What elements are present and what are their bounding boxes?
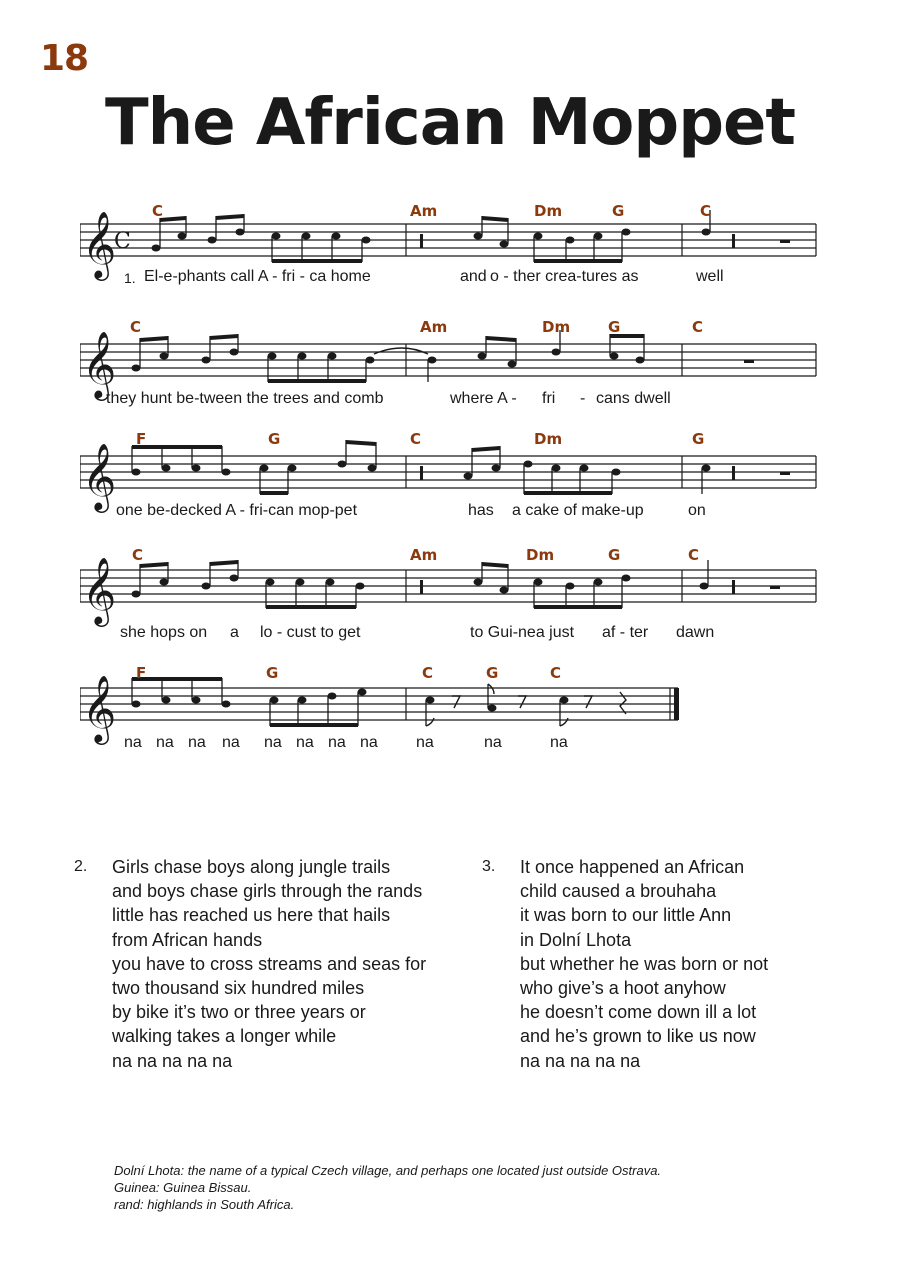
treble-clef: 𝄞 — [82, 330, 117, 398]
verse-line: and boys chase girls through the rands — [112, 881, 423, 902]
verse-3 — [482, 855, 822, 1085]
lyric-syllable: has — [468, 502, 494, 519]
lyric-syllable: lo - cust to get — [260, 624, 361, 641]
verse-lines — [112, 855, 426, 1073]
staff-system-4 — [80, 542, 820, 662]
verse-lines — [520, 855, 768, 1073]
lyric-syllable: na — [328, 734, 346, 751]
lyric-syllable: fri — [542, 390, 556, 407]
verse-line: he doesn’t come down ill a lot — [520, 1002, 757, 1023]
verse-line: and he’s grown to like us now — [520, 1026, 756, 1047]
lyric-syllable: a cake of make-up — [512, 502, 644, 519]
chord-symbol: Am — [420, 318, 448, 336]
page-number: 18 — [40, 38, 89, 79]
lyric-syllable: - — [580, 390, 586, 407]
verse-number: 3. — [482, 858, 496, 875]
lyric-syllable: na — [124, 734, 142, 751]
chord-symbol: G — [612, 202, 625, 220]
chord-symbol: F — [136, 664, 147, 682]
chord-symbol: G — [608, 318, 621, 336]
lyric-syllable: El-e-phants call A - fri - ca home — [144, 268, 371, 285]
lyric-syllable: na — [360, 734, 378, 751]
lyric-syllable: a — [230, 624, 239, 641]
lyric-syllable: on — [688, 502, 706, 519]
verse-line: you have to cross streams and seas for — [112, 953, 427, 974]
lyric-syllable: well — [696, 268, 724, 285]
chord-symbol: C — [422, 664, 434, 682]
staff-system-5 — [80, 660, 820, 780]
chord-symbol: Dm — [542, 318, 571, 336]
staff-notation-2 — [80, 316, 820, 426]
lyric-syllable: she hops on — [120, 624, 208, 641]
lyric-syllable: na — [156, 734, 174, 751]
chord-symbol: F — [136, 430, 147, 448]
lyric-syllable: na — [264, 734, 282, 751]
verse-line: in Dolní Lhota — [520, 929, 632, 950]
footnote: Guinea: Guinea Bissau. — [114, 1180, 252, 1195]
verse-line: It once happened an African — [520, 857, 745, 877]
staff-system-3 — [80, 428, 820, 548]
verse-number: 2. — [74, 858, 88, 875]
lyric-syllable: o - ther crea-tures as — [490, 268, 639, 285]
staff-notation-5 — [80, 660, 820, 770]
verse-line: walking takes a longer while — [112, 1026, 337, 1047]
verse-line: na na na na na — [112, 1050, 233, 1071]
final-barline — [674, 688, 679, 720]
chord-symbol: G — [608, 546, 621, 564]
chord-symbol: C — [410, 430, 422, 448]
chord-symbol: G — [692, 430, 705, 448]
lyric-syllable: where A - — [450, 390, 517, 407]
verse-line: na na na na na — [520, 1050, 641, 1071]
lyric-syllable: to Gui-nea just — [470, 624, 575, 641]
chord-symbol: C — [550, 664, 562, 682]
treble-clef: 𝄞 — [82, 442, 117, 510]
lyric-syllable: 1. — [124, 270, 136, 286]
verse-line: Girls chase boys along jungle trails — [112, 857, 391, 877]
chord-symbol: C — [132, 546, 144, 564]
footnote: rand: highlands in South Africa. — [114, 1197, 295, 1212]
treble-clef: 𝄞 — [82, 674, 117, 742]
chord-symbol: C — [152, 202, 164, 220]
chord-symbol: G — [486, 664, 499, 682]
staff-notation-3 — [80, 428, 820, 538]
lyric-syllable: na — [188, 734, 206, 751]
chord-symbol: Dm — [534, 202, 563, 220]
chord-symbol: Dm — [534, 430, 563, 448]
lyric-syllable: dawn — [676, 624, 715, 641]
chord-symbol: G — [268, 430, 281, 448]
chord-symbol: C — [688, 546, 700, 564]
lyric-syllable: na — [416, 734, 434, 751]
treble-clef: 𝄞 — [82, 556, 117, 624]
lyric-syllable: they hunt be-tween the trees and comb — [106, 390, 384, 407]
lyric-syllable: and — [460, 268, 487, 285]
verse-line: little has reached us here that hails — [112, 905, 391, 926]
common-time: C — [114, 229, 131, 254]
footnote: Dolní Lhota: the name of a typical Czech village, and perhaps one located just outside Ostrava. — [114, 1163, 662, 1178]
staff-system-2 — [80, 316, 820, 436]
lyric-syllable: na — [484, 734, 502, 751]
verse-line: from African hands — [112, 929, 263, 950]
chord-symbol: C — [700, 202, 712, 220]
lyric-syllable: na — [296, 734, 314, 751]
verse-line: it was born to our little Ann — [520, 905, 732, 926]
verse-line: by bike it’s two or three years or — [112, 1002, 366, 1023]
verse-line: child caused a brouhaha — [520, 881, 717, 902]
staff-system-1 — [80, 196, 820, 316]
chord-symbol: Am — [410, 202, 438, 220]
chord-symbol: Am — [410, 546, 438, 564]
lyric-syllable: na — [550, 734, 568, 751]
treble-clef: 𝄞 — [82, 210, 117, 278]
lyric-syllable: one be-decked A - fri-can mop-pet — [116, 502, 358, 519]
lyric-syllable: na — [222, 734, 240, 751]
verse-2 — [74, 855, 444, 1085]
chord-symbol: G — [266, 664, 279, 682]
verse-line: who give’s a hoot anyhow — [520, 978, 726, 999]
verse-line: two thousand six hundred miles — [112, 978, 365, 999]
chord-symbol: Dm — [526, 546, 555, 564]
footnotes — [114, 1162, 661, 1213]
chord-symbol: C — [130, 318, 142, 336]
lyric-syllable: af - ter — [602, 624, 649, 641]
song-title: The African Moppet — [104, 86, 796, 160]
chord-symbol: C — [692, 318, 704, 336]
lyric-syllable: cans dwell — [596, 390, 671, 407]
verse-line: but whether he was born or not — [520, 953, 769, 974]
